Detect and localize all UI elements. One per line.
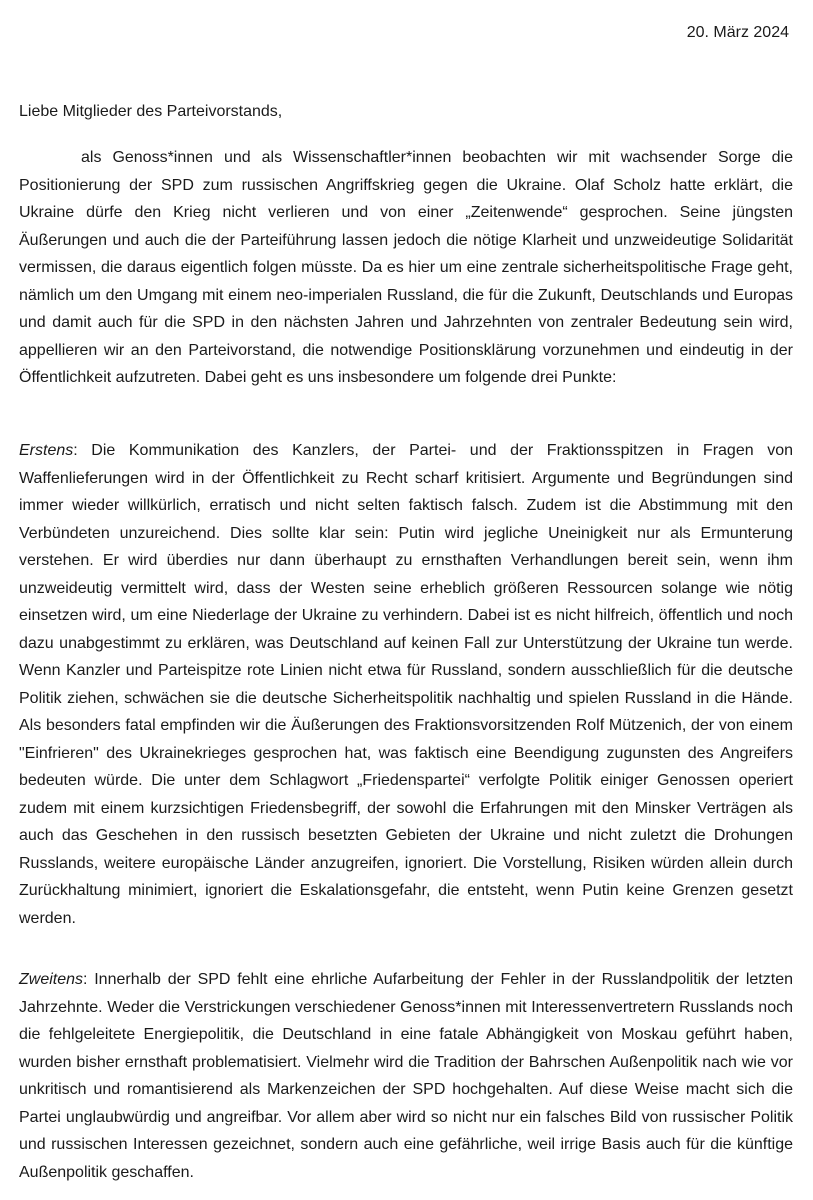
intro-paragraph: als Genoss*innen und als Wissenschaftler*innen beobachten wir mit wachsender Sorge die Positionierung der SPD zum russischen Angriffskrieg gegen die Ukraine. Olaf Scholz hatte erklärt, die Ukraine dürfe den Krieg nicht verlieren und von einer „Zeitenwende“ gesprochen. Seine jüngsten Äußerungen und auch die der Parteiführung lassen jedoch die nötige Klarheit und unzweideutige Solidarität vermissen, die daraus eigentlich folgen müsste. Da es hier um eine zentrale sicherheitspolitische Frage geht, nämlich um den Umgang mit einem neo-imperialen Russland, die für die Zukunft, Deutschlands und Europas und damit auch für die SPD in den nächsten Jahren und Jahrzehnten von zentraler Bedeutung sein wird, appellieren wir an den Parteivorstand, die notwendige Positionsklärung vorzunehmen und eindeutig in der Öffentlichkeit aufzutreten. Dabei geht es uns insbesondere um folgende drei Punkte: — [19, 149, 793, 386]
salutation: Liebe Mitglieder des Parteivorstands, — [19, 103, 283, 120]
point-first-paragraph — [19, 437, 793, 932]
point-first-label: Erstens — [19, 442, 74, 459]
letter-page — [19, 0, 793, 1200]
point-first-text: : Die Kommunikation des Kanzlers, der Partei- und der Fraktionsspitzen in Fragen von Waffenlieferungen wird in der Öffentlichkeit zu Recht scharf kritisiert. Argumente und Begründungen sind immer wieder willkürlich, erratisch und nicht selten faktisch falsch. Zudem ist die Abstimmung mit den Verbündeten unzureichend. Dies sollte klar sein: Putin wird jegliche Uneinigkeit nur als Ermunterung verstehen. Er wird überdies nur dann überhaupt zu ernsthaften Verhandlungen bereit sein, wenn ihm unzweideutig vermittelt wird, dass der Westen seine erheblich größeren Ressourcen solange wie nötig einsetzen wird, um eine Niederlage der Ukraine zu verhindern. Dabei ist es nicht hilfreich, öffentlich und noch dazu unabgestimmt zu erklären, was Deutschland auf keinen Fall zur Unterstützung der Ukraine tun werde. Wenn Kanzler und Parteispitze rote Linien nicht etwa für Russland, sondern ausschließlich für die deutsche Politik ziehen, schwächen sie die deutsche Sicherheitspolitik nachhaltig und spielen Russland in die Hände. Als besonders fatal empfinden wir die Äußerungen des Fraktionsvorsitzenden Rolf Mützenich, der von einem "Einfrieren" des Ukrainekrieges gesprochen hat, was faktisch eine Beendigung zugunsten des Angreifers bedeuten würde. Die unter dem Schlagwort „Friedenspartei“ verfolgte Politik einiger Genossen operiert zudem mit einem kurzsichtigen Friedensbegriff, der sowohl die Erfahrungen mit den Minsker Verträgen als auch das Geschehen in den russisch besetzten Gebieten der Ukraine und nicht zuletzt die Drohungen Russlands, weitere europäische Länder anzugreifen, ignoriert. Die Vorstellung, Risiken würden allein durch Zurückhaltung minimiert, ignoriert die Eskalationsgefahr, die entsteht, wenn Putin keine Grenzen gesetzt werden. — [19, 442, 793, 927]
letter-date: 20. März 2024 — [686, 24, 789, 41]
point-second-text: : Innerhalb der SPD fehlt eine ehrliche Aufarbeitung der Fehler in der Russlandpolitik der letzten Jahrzehnte. Weder die Verstrickungen verschiedener Genoss*innen mit Interessenvertretern Russlands noch die fehlgeleitete Energiepolitik, die Deutschland in eine fatale Abhängigkeit von Moskau geführt haben, wurden bisher ernsthaft problematisiert. Vielmehr wird die Tradition der Bahrschen Außenpolitik nach wie vor unkritisch und romantisierend als Markenzeichen der SPD hochgehalten. Auf diese Weise macht sich die Partei unglaubwürdig und angreifbar. Vor allem aber wird so nicht nur ein falsches Bild von russischer Politik und russischen Interessen gezeichnet, sondern auch eine gefährliche, weil irrige Basis auch für die künftige Außenpolitik geschaffen. — [19, 971, 793, 1181]
point-second-paragraph — [19, 966, 793, 1186]
point-second-label: Zweitens — [19, 971, 84, 988]
